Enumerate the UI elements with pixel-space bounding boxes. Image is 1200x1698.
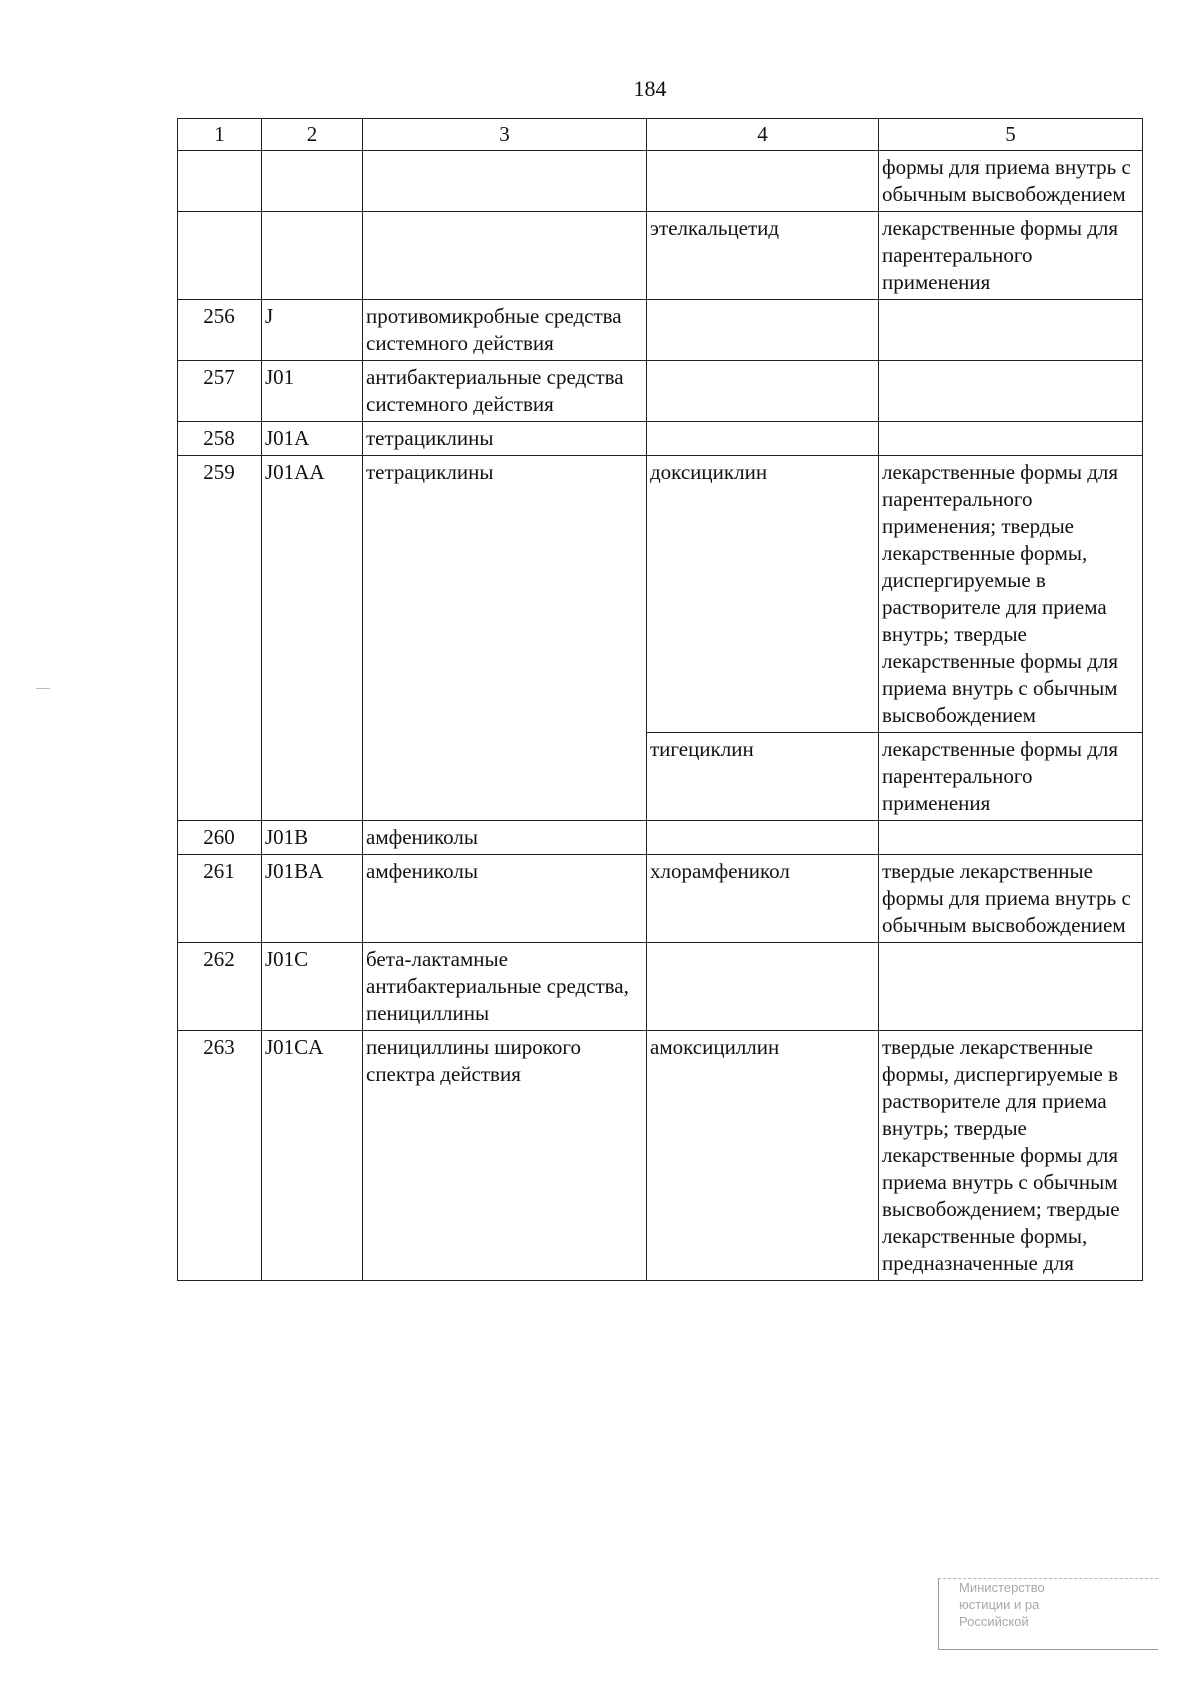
stamp-line: юстиции и ра [959, 1597, 1040, 1612]
registration-stamp [938, 1578, 1158, 1650]
drug-name [647, 151, 879, 212]
atc-group: бета-лактамные антибактериальные средства, пенициллины [363, 943, 647, 1031]
dosage-form: твердые лекарственные формы для приема внутрь с обычным высвобождением [879, 855, 1143, 943]
atc-code: J01A [262, 422, 363, 456]
row-number: 262 [178, 943, 262, 1031]
drug-name: доксициклин [647, 456, 879, 733]
row-number: 260 [178, 821, 262, 855]
drug-name: тигециклин [647, 733, 879, 821]
dosage-form [879, 821, 1143, 855]
atc-code: J01AA [262, 456, 363, 821]
row-number: 257 [178, 361, 262, 422]
table-row [178, 300, 1143, 361]
row-number: 261 [178, 855, 262, 943]
drug-name [647, 361, 879, 422]
drug-name [647, 943, 879, 1031]
page-number: 184 [633, 76, 667, 101]
table-header-row [178, 119, 1143, 151]
row-number [178, 151, 262, 212]
table-row [178, 422, 1143, 456]
table-row [178, 456, 1143, 733]
atc-code: J01B [262, 821, 363, 855]
atc-code: J01C [262, 943, 363, 1031]
drug-name: этелкальцетид [647, 212, 879, 300]
drug-name: хлорамфеникол [647, 855, 879, 943]
column-header: 4 [647, 119, 879, 151]
stamp-line: Министерство [959, 1580, 1045, 1595]
scan-margin-mark [36, 688, 50, 689]
row-number: 259 [178, 456, 262, 821]
row-number: 256 [178, 300, 262, 361]
column-header: 1 [178, 119, 262, 151]
row-number: 263 [178, 1031, 262, 1281]
atc-group: пенициллины широкого спектра действия [363, 1031, 647, 1281]
atc-group: тетрациклины [363, 422, 647, 456]
row-number: 258 [178, 422, 262, 456]
dosage-form [879, 300, 1143, 361]
column-header: 3 [363, 119, 647, 151]
atc-group [363, 212, 647, 300]
atc-code: J01CA [262, 1031, 363, 1281]
atc-code: J01 [262, 361, 363, 422]
dosage-form: лекарственные формы для парентерального применения [879, 733, 1143, 821]
atc-code: J [262, 300, 363, 361]
dosage-form [879, 422, 1143, 456]
table-row [178, 943, 1143, 1031]
dosage-form: лекарственные формы для парентерального применения [879, 212, 1143, 300]
dosage-form [879, 361, 1143, 422]
table-row [178, 361, 1143, 422]
atc-group: тетрациклины [363, 456, 647, 821]
atc-group: амфениколы [363, 821, 647, 855]
drug-name [647, 422, 879, 456]
table-row [178, 212, 1143, 300]
table-row [178, 855, 1143, 943]
column-header: 2 [262, 119, 363, 151]
dosage-form [879, 943, 1143, 1031]
table-row [178, 1031, 1143, 1281]
atc-group: амфениколы [363, 855, 647, 943]
dosage-form: твердые лекарственные формы, диспергируемые в растворителе для приема внутрь; твердые лекарственные формы для приема внутрь с обычным высвобождением; твердые лекарственные формы, предназначенные для [879, 1031, 1143, 1281]
atc-group: антибактериальные средства системного действия [363, 361, 647, 422]
atc-code: J01BA [262, 855, 363, 943]
dosage-form: лекарственные формы для парентерального применения; твердые лекарственные формы, диспергируемые в растворителе для приема внутрь; твердые лекарственные формы для приема внутрь с обычным высвобождением [879, 456, 1143, 733]
drug-list-table [177, 118, 1143, 1281]
drug-name [647, 821, 879, 855]
atc-group: противомикробные средства системного действия [363, 300, 647, 361]
atc-code [262, 212, 363, 300]
column-header: 5 [879, 119, 1143, 151]
drug-name: амоксициллин [647, 1031, 879, 1281]
table-row [178, 151, 1143, 212]
dosage-form: формы для приема внутрь с обычным высвобождением [879, 151, 1143, 212]
row-number [178, 212, 262, 300]
atc-code [262, 151, 363, 212]
drug-name [647, 300, 879, 361]
table-row [178, 821, 1143, 855]
atc-group [363, 151, 647, 212]
stamp-line: Российской [959, 1614, 1029, 1629]
